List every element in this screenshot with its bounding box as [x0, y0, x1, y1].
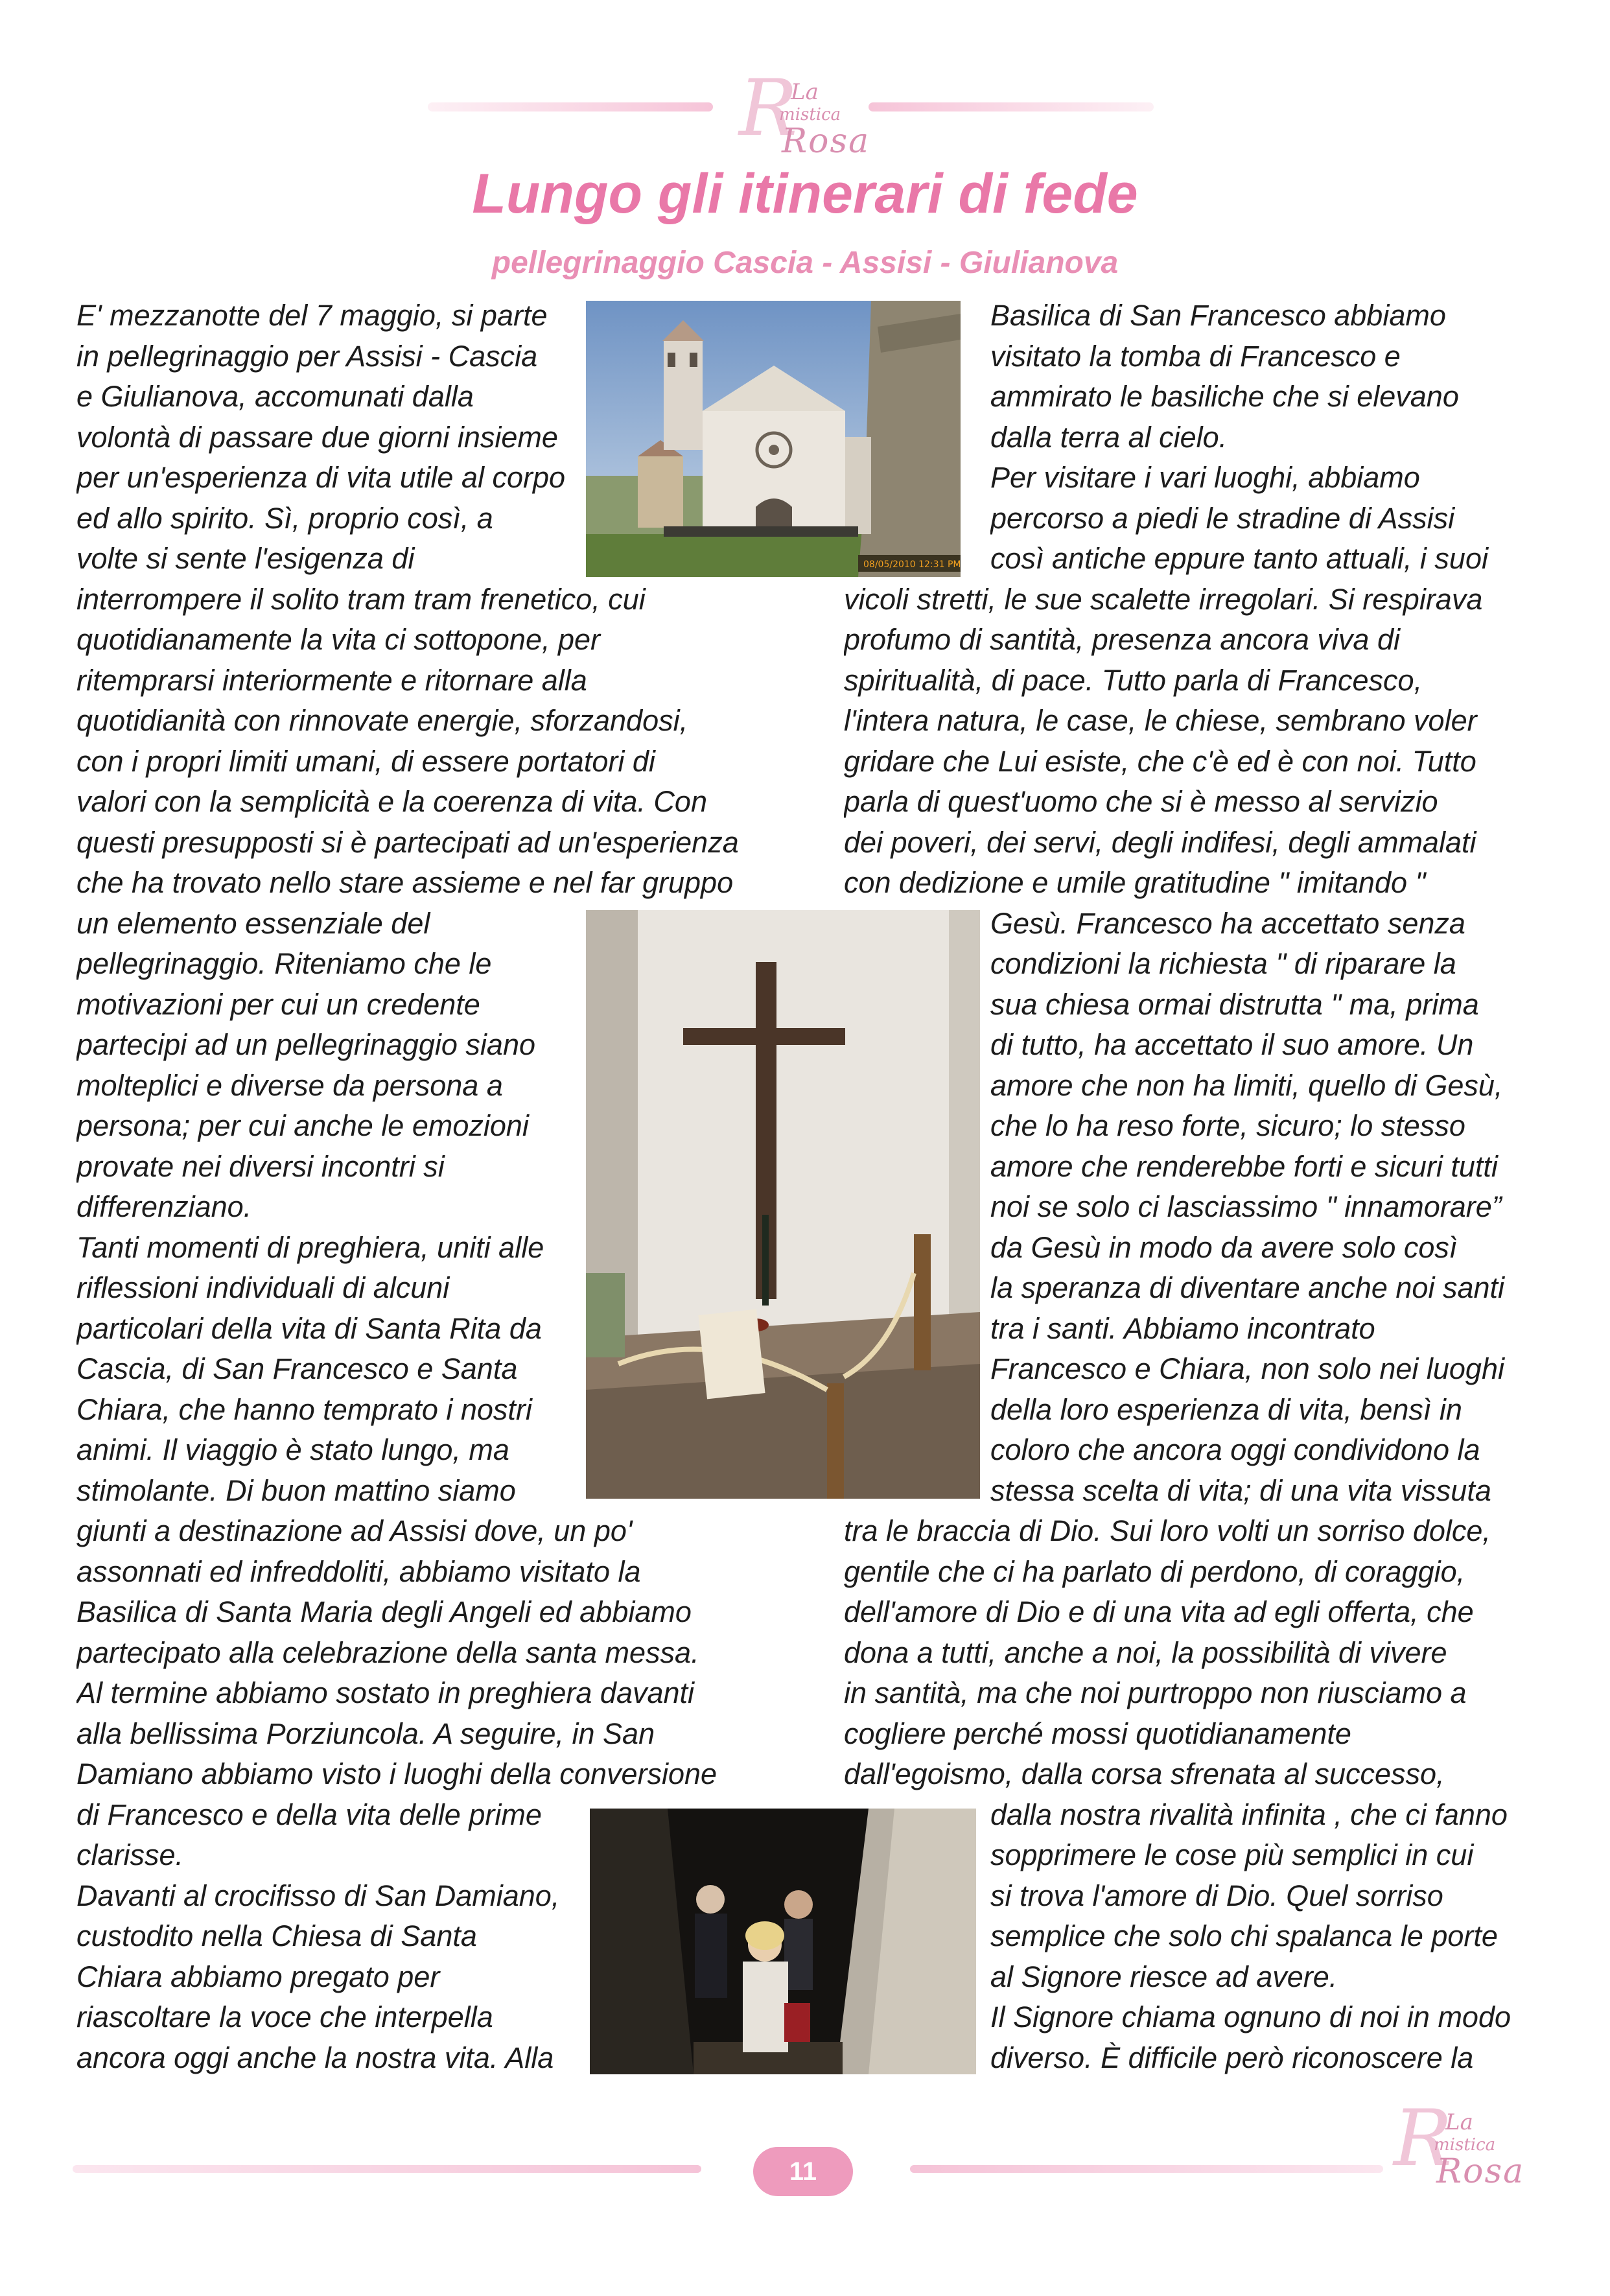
text-line: Il Signore chiama ognuno di noi in modo	[990, 2000, 1511, 2033]
text-line: Davanti al crocifisso di San Damiano,	[76, 1879, 560, 1912]
text-line: Francesco e Chiara, non solo nei luoghi	[990, 1352, 1504, 1385]
text-line: in santità, ma che noi purtroppo non riusciamo a	[844, 1676, 1467, 1709]
header-logo	[739, 64, 870, 167]
text-line: spiritualità, di pace. Tutto parla di Francesco,	[844, 663, 1423, 697]
logo-bottom: Rosa	[782, 122, 870, 161]
logo-initial: R	[1394, 2094, 1452, 2184]
logo-middle: mistica	[779, 105, 841, 124]
footer-rule-left	[73, 2165, 701, 2173]
text-line: Chiara, che hanno temprato i nostri	[76, 1392, 532, 1426]
basilica-illustration	[586, 301, 961, 577]
text-line: noi se solo ci lasciassimo " innamorare”	[990, 1190, 1502, 1223]
text-line: animi. Il viaggio è stato lungo, ma	[76, 1433, 509, 1466]
photo-timestamp: 08/05/2010 12:31 PM	[863, 559, 961, 570]
text-line: differenziano.	[76, 1190, 252, 1223]
page-subtitle: pellegrinaggio Cascia - Assisi - Giulianova	[491, 246, 1119, 280]
pilgrims-illustration	[590, 1809, 976, 2074]
text-line: quotidianamente la vita ci sottopone, per	[76, 623, 601, 656]
text-line: custodito nella Chiesa di Santa	[76, 1919, 477, 1952]
text-line: sua chiesa ormai distrutta " ma, prima	[990, 987, 1479, 1021]
page-title: Lungo gli itinerari di fede	[472, 163, 1138, 225]
crucifix-photo	[586, 910, 980, 1499]
text-line: che ha trovato nello stare assieme e nel far gruppo	[76, 866, 734, 899]
text-line: coloro che ancora oggi condividono la	[990, 1433, 1480, 1466]
text-line: partecipato alla celebrazione della santa messa.	[76, 1635, 699, 1669]
text-line: con i propri limiti umani, di essere portatori di	[76, 744, 655, 778]
text-line: gentile che ci ha parlato di perdono, di coraggio,	[844, 1554, 1465, 1588]
text-line: Tanti momenti di preghiera, uniti alle	[76, 1230, 544, 1264]
text-line: un elemento essenziale del	[76, 906, 430, 940]
text-line: cogliere perché mossi quotidianamente	[844, 1716, 1351, 1750]
text-line: volontà di passare due giorni insieme	[76, 420, 558, 454]
text-line: riflessioni individuali di alcuni	[76, 1271, 450, 1304]
logo-top: La	[791, 79, 819, 105]
text-line: stessa scelta di vita; di una vita vissuta	[990, 1473, 1491, 1507]
pilgrims-photo	[590, 1809, 976, 2074]
text-line: alla bellissima Porziuncola. A seguire, in San	[76, 1716, 655, 1750]
text-line: amore che renderebbe forti e sicuri tutti	[990, 1149, 1498, 1183]
text-line: assonnati ed infreddoliti, abbiamo visitato la	[76, 1554, 641, 1588]
text-line: ammirato le basiliche che si elevano	[990, 380, 1459, 413]
text-line: ritemprarsi interiormente e ritornare alla	[76, 663, 587, 697]
text-line: pellegrinaggio. Riteniamo che le	[76, 947, 492, 980]
header-rule-right	[869, 102, 1154, 111]
crucifix-illustration	[586, 910, 980, 1499]
header-rule-left	[428, 102, 713, 111]
text-line: vicoli stretti, le sue scalette irregolari. Si respirava	[844, 582, 1483, 616]
logo-initial: R	[739, 64, 798, 154]
basilica-photo	[586, 301, 961, 577]
text-line: al Signore riesce ad avere.	[990, 1960, 1338, 1993]
text-line: quotidianità con rinnovate energie, sforzandosi,	[76, 704, 688, 737]
text-line: dei poveri, dei servi, degli indifesi, degli ammalati	[844, 825, 1476, 859]
text-line: in pellegrinaggio per Assisi - Cascia	[76, 339, 538, 373]
text-line: Chiara abbiamo pregato per	[76, 1960, 440, 1993]
text-line: diverso. È difficile però riconoscere la	[990, 2041, 1474, 2074]
text-line: clarisse.	[76, 1838, 184, 1871]
logo-middle: mistica	[1434, 2135, 1496, 2155]
text-line: semplice che solo chi spalanca le porte	[990, 1919, 1498, 1952]
text-line: si trova l'amore di Dio. Quel sorriso	[990, 1879, 1443, 1912]
text-line: Damiano abbiamo visto i luoghi della conversione	[76, 1757, 718, 1790]
text-line: tra i santi. Abbiamo incontrato	[990, 1311, 1375, 1345]
text-line: di tutto, ha accettato il suo amore. Un	[990, 1028, 1474, 1061]
text-line: persona; per cui anche le emozioni	[76, 1109, 529, 1142]
text-line: provate nei diversi incontri si	[76, 1149, 445, 1183]
text-line: sopprimere le cose più semplici in cui	[990, 1838, 1474, 1871]
text-line: Al termine abbiamo sostato in preghiera davanti	[76, 1676, 695, 1709]
text-line: con dedizione e umile gratitudine " imitando "	[844, 866, 1426, 899]
footer-logo	[1394, 2094, 1525, 2197]
text-line: dalla terra al cielo.	[990, 420, 1228, 454]
text-line: della loro esperienza di vita, bensì in	[990, 1392, 1462, 1426]
text-line: giunti a destinazione ad Assisi dove, un po'	[76, 1514, 633, 1547]
text-line: ed allo spirito. Sì, proprio così, a	[76, 501, 493, 535]
page-number: 11	[753, 2147, 853, 2196]
text-line: e Giulianova, accomunati dalla	[76, 380, 474, 413]
logo-bottom: Rosa	[1436, 2152, 1525, 2191]
text-line: E' mezzanotte del 7 maggio, si parte	[76, 299, 548, 332]
text-line: partecipi ad un pellegrinaggio siano	[76, 1028, 536, 1061]
text-line: riascoltare la voce che interpella	[76, 2000, 493, 2033]
text-line: Cascia, di San Francesco e Santa	[76, 1352, 518, 1385]
text-line: da Gesù in modo da avere solo così	[990, 1230, 1458, 1264]
text-line: dell'amore di Dio e di una vita ad egli offerta, che	[844, 1595, 1474, 1628]
text-line: stimolante. Di buon mattino siamo	[76, 1473, 516, 1507]
text-line: condizioni la richiesta " di riparare la	[990, 947, 1456, 980]
text-line: dona a tutti, anche a noi, la possibilità di vivere	[844, 1635, 1447, 1669]
text-line: particolari della vita di Santa Rita da	[76, 1311, 542, 1345]
text-line: molteplici e diverse da persona a	[76, 1068, 503, 1102]
text-line: l'intera natura, le case, le chiese, sembrano voler	[844, 704, 1477, 737]
text-line: che lo ha reso forte, sicuro; lo stesso	[990, 1109, 1465, 1142]
text-line: di Francesco e della vita delle prime	[76, 1798, 542, 1831]
text-line: Gesù. Francesco ha accettato senza	[990, 906, 1465, 940]
text-line: Basilica di Santa Maria degli Angeli ed abbiamo	[76, 1595, 692, 1628]
logo-top: La	[1445, 2109, 1473, 2135]
text-line: ancora oggi anche la nostra vita. Alla	[76, 2041, 554, 2074]
footer-rule-right	[910, 2165, 1383, 2173]
text-line: gridare che Lui esiste, che c'è ed è con noi. Tutto	[844, 744, 1476, 778]
text-line: la speranza di diventare anche noi santi	[990, 1271, 1505, 1304]
text-line: amore che non ha limiti, quello di Gesù,	[990, 1068, 1503, 1102]
text-line: tra le braccia di Dio. Sui loro volti un sorriso dolce,	[844, 1514, 1491, 1547]
text-line: Basilica di San Francesco abbiamo	[990, 299, 1446, 332]
text-line: dalla nostra rivalità infinita , che ci fanno	[990, 1798, 1508, 1831]
text-line: per un'esperienza di vita utile al corpo	[76, 461, 566, 494]
text-line: volte si sente l'esigenza di	[76, 542, 415, 575]
text-line: parla di quest'uomo che si è messo al servizio	[844, 785, 1438, 818]
text-line: profumo di santità, presenza ancora viva di	[844, 623, 1400, 656]
text-line: così antiche eppure tanto attuali, i suoi	[990, 542, 1488, 575]
text-line: motivazioni per cui un credente	[76, 987, 480, 1021]
text-line: interrompere il solito tram tram frenetico, cui	[76, 582, 646, 616]
text-line: dall'egoismo, dalla corsa sfrenata al successo,	[844, 1757, 1445, 1790]
text-line: questi presupposti si è partecipati ad un'esperienza	[76, 825, 739, 859]
text-line: percorso a piedi le stradine di Assisi	[990, 501, 1455, 535]
text-line: visitato la tomba di Francesco e	[990, 339, 1401, 373]
text-line: valori con la semplicità e la coerenza di vita. Con	[76, 785, 707, 818]
text-line: Per visitare i vari luoghi, abbiamo	[990, 461, 1420, 494]
